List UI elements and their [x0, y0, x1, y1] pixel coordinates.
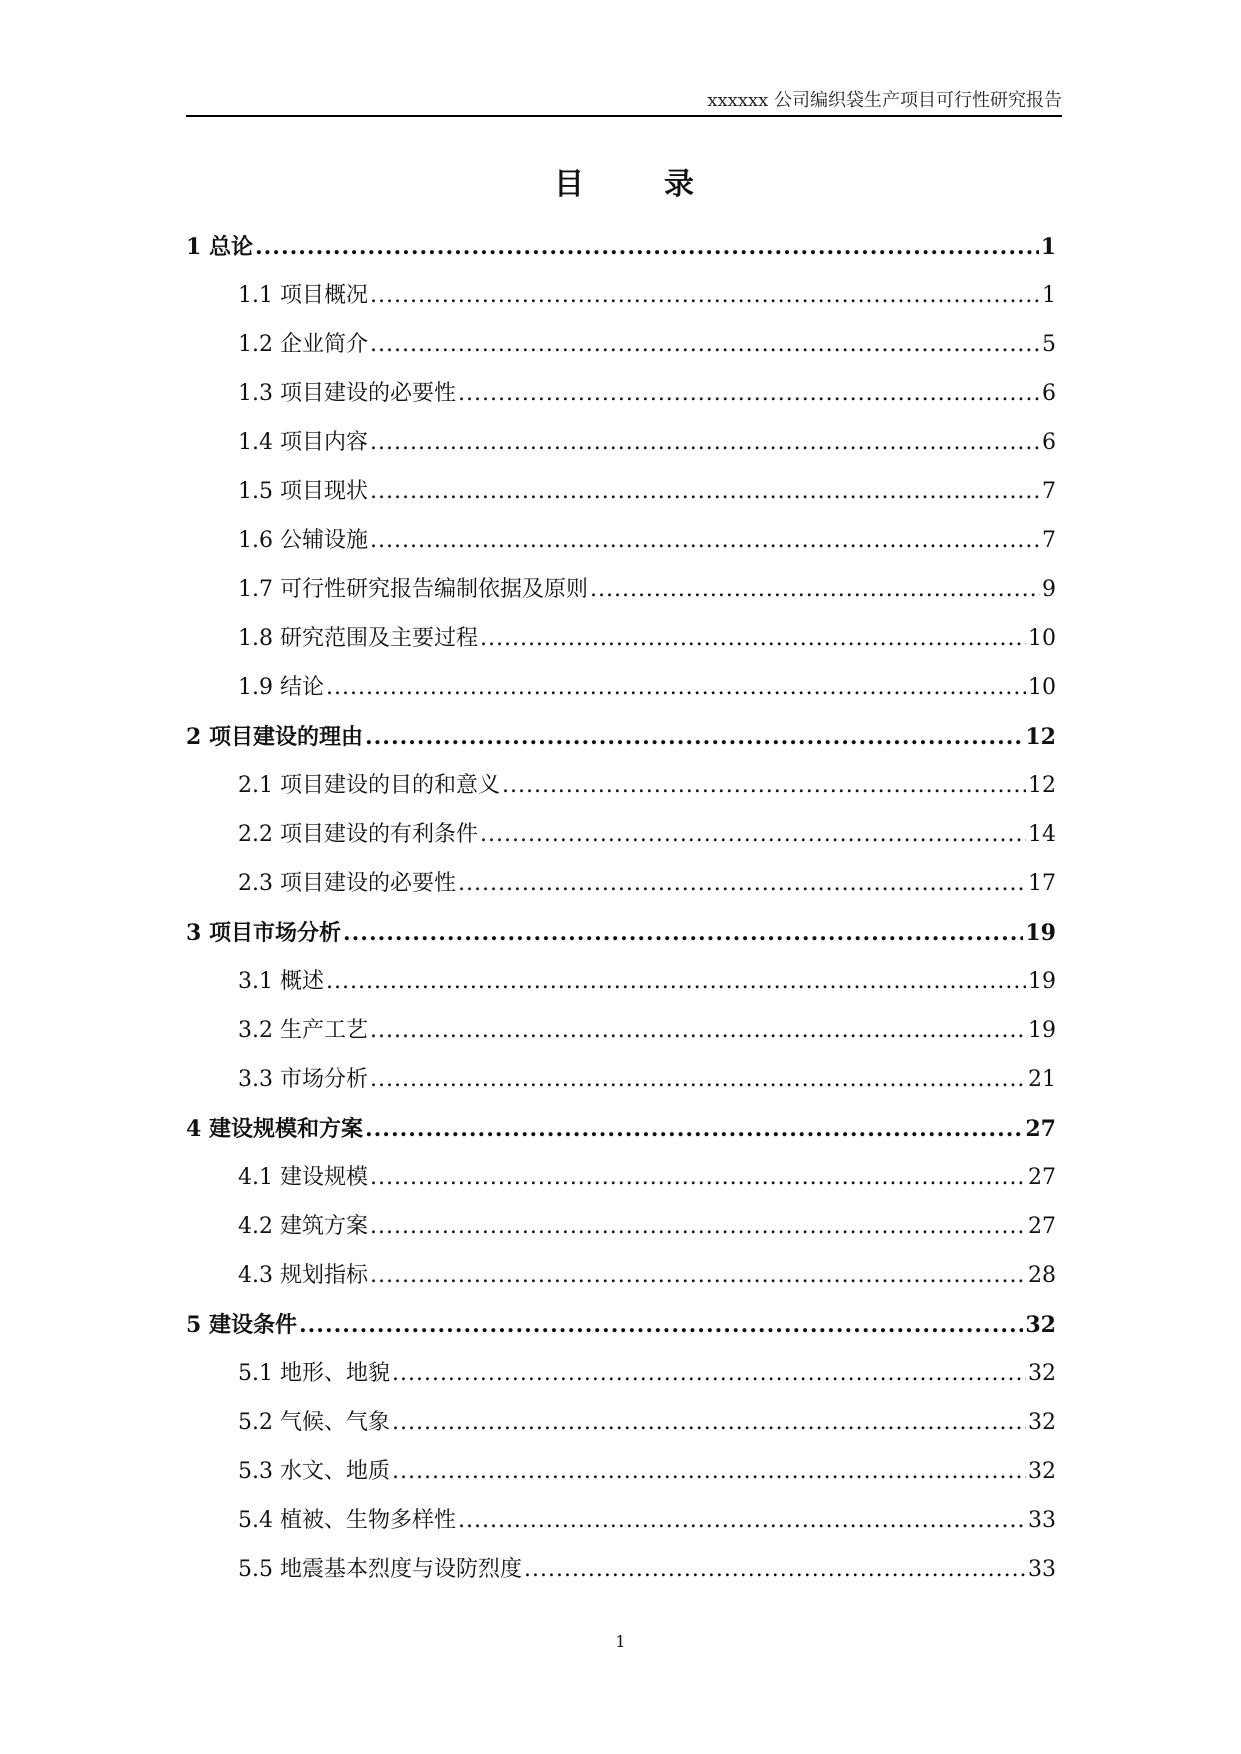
toc-entry-page-number: 5 [1042, 331, 1056, 357]
toc-entry-page-number: 19 [1025, 919, 1056, 946]
toc-dot-leader [326, 673, 1026, 703]
toc-dot-leader [590, 575, 1040, 605]
toc-entry-page-number: 6 [1042, 380, 1056, 406]
toc-entry-page-number: 27 [1025, 1115, 1056, 1142]
toc-entry-page-number: 19 [1028, 1017, 1056, 1043]
toc-chapter-entry[interactable] [186, 222, 1056, 271]
toc-entry-page-number: 17 [1028, 870, 1056, 896]
toc-entry-page-number: 21 [1028, 1066, 1056, 1092]
toc-entry-label: 4.2 建筑方案 [238, 1213, 368, 1239]
toc-section-entry[interactable] [186, 663, 1056, 712]
toc-dot-leader [370, 1065, 1026, 1095]
toc-dot-leader [502, 771, 1026, 801]
toc-entry-label: 5.5 地震基本烈度与设防烈度 [238, 1556, 522, 1582]
toc-entry-label: 1.1 项目概况 [238, 282, 368, 308]
toc-entry-page-number: 7 [1042, 527, 1056, 553]
toc-entry-page-number: 14 [1028, 821, 1056, 847]
toc-dot-leader [524, 1555, 1026, 1585]
running-header: xxxxxx 公司编织袋生产项目可行性研究报告 [707, 90, 1062, 111]
toc-entry-label: 1.8 研究范围及主要过程 [238, 625, 478, 651]
table-of-contents [186, 222, 1056, 1594]
toc-section-entry[interactable] [186, 1398, 1056, 1447]
toc-entry-page-number: 7 [1042, 478, 1056, 504]
toc-dot-leader [392, 1359, 1026, 1389]
toc-dot-leader [370, 1016, 1026, 1046]
toc-entry-page-number: 12 [1025, 723, 1056, 750]
toc-entry-label: 3 项目市场分析 [186, 919, 341, 946]
header-rule [186, 115, 1062, 117]
toc-entry-label: 1 总论 [186, 233, 253, 260]
toc-section-entry[interactable] [186, 1545, 1056, 1594]
page-number: 1 [615, 1632, 626, 1651]
toc-section-entry[interactable] [186, 761, 1056, 810]
toc-section-entry[interactable] [186, 1349, 1056, 1398]
toc-dot-leader [370, 477, 1040, 507]
toc-entry-page-number: 33 [1028, 1556, 1056, 1582]
toc-dot-leader [365, 1114, 1023, 1144]
toc-section-entry[interactable] [186, 1055, 1056, 1104]
toc-entry-page-number: 32 [1028, 1360, 1056, 1386]
toc-dot-leader [370, 428, 1040, 458]
toc-entry-label: 1.4 项目内容 [238, 429, 368, 455]
toc-entry-page-number: 12 [1028, 772, 1056, 798]
toc-entry-label: 5.2 气候、气象 [238, 1409, 390, 1435]
toc-entry-label: 1.3 项目建设的必要性 [238, 380, 456, 406]
toc-entry-page-number: 1 [1042, 282, 1056, 308]
toc-dot-leader [370, 281, 1040, 311]
toc-entry-label: 1.5 项目现状 [238, 478, 368, 504]
toc-chapter-entry[interactable] [186, 1300, 1056, 1349]
toc-section-entry[interactable] [186, 271, 1056, 320]
toc-section-entry[interactable] [186, 320, 1056, 369]
toc-entry-label: 5.3 水文、地质 [238, 1458, 390, 1484]
toc-section-entry[interactable] [186, 957, 1056, 1006]
toc-entry-label: 5 建设条件 [186, 1311, 297, 1338]
toc-entry-page-number: 10 [1028, 674, 1056, 700]
toc-entry-label: 2.1 项目建设的目的和意义 [238, 772, 500, 798]
toc-entry-page-number: 32 [1025, 1311, 1056, 1338]
toc-dot-leader [480, 624, 1026, 654]
toc-dot-leader [458, 379, 1040, 409]
toc-entry-page-number: 19 [1028, 968, 1056, 994]
toc-entry-label: 4.1 建设规模 [238, 1164, 368, 1190]
toc-section-entry[interactable] [186, 1447, 1056, 1496]
toc-chapter-entry[interactable] [186, 712, 1056, 761]
toc-entry-label: 2 项目建设的理由 [186, 723, 363, 750]
toc-section-entry[interactable] [186, 810, 1056, 859]
toc-entry-page-number: 32 [1028, 1409, 1056, 1435]
toc-dot-leader [326, 967, 1026, 997]
toc-entry-page-number: 6 [1042, 429, 1056, 455]
toc-dot-leader [255, 232, 1039, 262]
toc-section-entry[interactable] [186, 1202, 1056, 1251]
toc-section-entry[interactable] [186, 565, 1056, 614]
toc-entry-page-number: 28 [1028, 1262, 1056, 1288]
toc-section-entry[interactable] [186, 614, 1056, 663]
toc-section-entry[interactable] [186, 467, 1056, 516]
toc-section-entry[interactable] [186, 1006, 1056, 1055]
toc-dot-leader [392, 1408, 1026, 1438]
toc-entry-label: 4 建设规模和方案 [186, 1115, 363, 1142]
toc-dot-leader [392, 1457, 1026, 1487]
toc-chapter-entry[interactable] [186, 908, 1056, 957]
toc-section-entry[interactable] [186, 859, 1056, 908]
toc-entry-page-number: 32 [1028, 1458, 1056, 1484]
toc-dot-leader [370, 1163, 1026, 1193]
toc-entry-label: 1.2 企业简介 [238, 331, 368, 357]
toc-dot-leader [458, 1506, 1026, 1536]
toc-entry-label: 5.1 地形、地貌 [238, 1360, 390, 1386]
toc-dot-leader [365, 722, 1023, 752]
toc-entry-label: 5.4 植被、生物多样性 [238, 1507, 456, 1533]
toc-entry-label: 3.2 生产工艺 [238, 1017, 368, 1043]
toc-section-entry[interactable] [186, 1251, 1056, 1300]
toc-section-entry[interactable] [186, 1153, 1056, 1202]
toc-dot-leader [370, 330, 1040, 360]
toc-entry-label: 1.6 公辅设施 [238, 527, 368, 553]
toc-dot-leader [370, 1261, 1026, 1291]
toc-title: 目录 [554, 167, 774, 202]
toc-dot-leader [370, 526, 1040, 556]
toc-entry-page-number: 27 [1028, 1213, 1056, 1239]
toc-chapter-entry[interactable] [186, 1104, 1056, 1153]
toc-entry-label: 2.3 项目建设的必要性 [238, 870, 456, 896]
toc-section-entry[interactable] [186, 1496, 1056, 1545]
toc-entry-page-number: 33 [1028, 1507, 1056, 1533]
toc-dot-leader [343, 918, 1023, 948]
toc-entry-page-number: 27 [1028, 1164, 1056, 1190]
toc-entry-page-number: 1 [1040, 233, 1056, 260]
toc-dot-leader [458, 869, 1026, 899]
toc-section-entry[interactable] [186, 418, 1056, 467]
toc-section-entry[interactable] [186, 516, 1056, 565]
toc-entry-label: 3.3 市场分析 [238, 1066, 368, 1092]
toc-section-entry[interactable] [186, 369, 1056, 418]
toc-entry-page-number: 10 [1028, 625, 1056, 651]
toc-dot-leader [370, 1212, 1026, 1242]
toc-dot-leader [299, 1310, 1023, 1340]
toc-entry-page-number: 9 [1042, 576, 1056, 602]
toc-dot-leader [480, 820, 1026, 850]
toc-entry-label: 4.3 规划指标 [238, 1262, 368, 1288]
toc-entry-label: 1.9 结论 [238, 674, 324, 700]
toc-entry-label: 2.2 项目建设的有利条件 [238, 821, 478, 847]
toc-entry-label: 3.1 概述 [238, 968, 324, 994]
toc-entry-label: 1.7 可行性研究报告编制依据及原则 [238, 576, 588, 602]
